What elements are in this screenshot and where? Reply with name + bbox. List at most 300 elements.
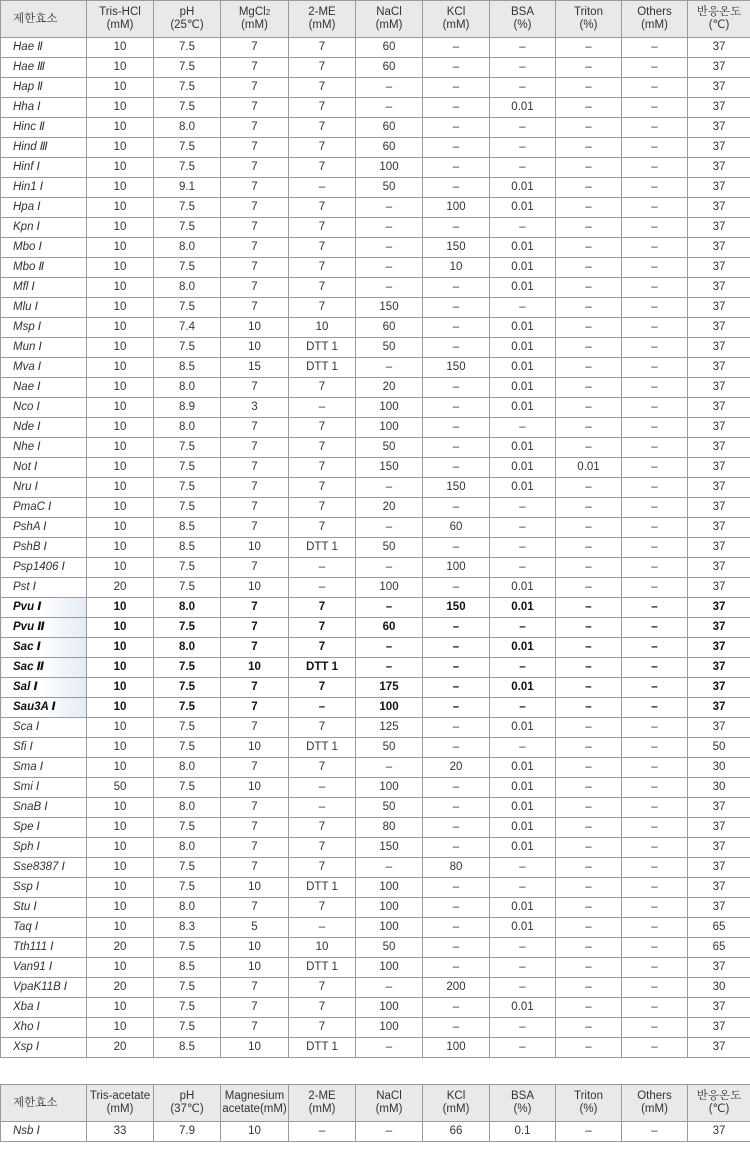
value-cell: 10 bbox=[87, 558, 154, 578]
value-cell: 7 bbox=[289, 258, 356, 278]
table-row bbox=[1, 478, 750, 498]
value-cell: – bbox=[423, 118, 490, 138]
value-cell: 0.01 bbox=[490, 258, 556, 278]
value-cell: 37 bbox=[688, 338, 750, 358]
value-cell: – bbox=[622, 1018, 688, 1038]
value-cell: – bbox=[490, 418, 556, 438]
value-cell: – bbox=[423, 298, 490, 318]
value-cell: 10 bbox=[87, 78, 154, 98]
value-cell: 10 bbox=[87, 718, 154, 738]
value-cell: 8.0 bbox=[154, 598, 221, 618]
value-cell: – bbox=[556, 398, 622, 418]
value-cell: 50 bbox=[688, 738, 750, 758]
table-row bbox=[1, 178, 750, 198]
value-cell: 7 bbox=[221, 818, 289, 838]
value-cell: – bbox=[356, 198, 423, 218]
value-cell: – bbox=[622, 378, 688, 398]
value-cell: 7 bbox=[289, 38, 356, 58]
header-label: KCl bbox=[446, 6, 466, 18]
value-cell: – bbox=[423, 458, 490, 478]
enzyme-name-cell: Mbo Ⅰ bbox=[1, 238, 87, 258]
value-cell: – bbox=[622, 858, 688, 878]
value-cell: – bbox=[622, 38, 688, 58]
value-cell: 100 bbox=[356, 1018, 423, 1038]
table-row bbox=[1, 438, 750, 458]
table-row bbox=[1, 998, 750, 1018]
value-cell: – bbox=[289, 398, 356, 418]
value-cell: 10 bbox=[87, 858, 154, 878]
table-row bbox=[1, 598, 750, 618]
value-cell: 37 bbox=[688, 158, 750, 178]
value-cell: 7 bbox=[289, 858, 356, 878]
value-cell: 7.4 bbox=[154, 318, 221, 338]
value-cell: 7 bbox=[289, 238, 356, 258]
value-cell: – bbox=[556, 758, 622, 778]
value-cell: 7.5 bbox=[154, 198, 221, 218]
value-cell: 7.5 bbox=[154, 878, 221, 898]
value-cell: 10 bbox=[87, 158, 154, 178]
value-cell: 10 bbox=[87, 798, 154, 818]
value-cell: 60 bbox=[356, 118, 423, 138]
value-cell: 10 bbox=[87, 198, 154, 218]
header-unit: (mM) bbox=[106, 19, 134, 31]
value-cell: 7 bbox=[221, 798, 289, 818]
enzyme-name-cell: Sse8387 Ⅰ bbox=[1, 858, 87, 878]
table-row bbox=[1, 158, 750, 178]
value-cell: 10 bbox=[87, 898, 154, 918]
value-cell: 100 bbox=[356, 158, 423, 178]
value-cell: 7 bbox=[221, 258, 289, 278]
value-cell: 7 bbox=[221, 438, 289, 458]
value-cell: 0.01 bbox=[490, 638, 556, 658]
header-unit: (%) bbox=[513, 1103, 532, 1115]
value-cell: – bbox=[556, 878, 622, 898]
value-cell: – bbox=[490, 498, 556, 518]
column-header bbox=[1, 1085, 87, 1122]
enzyme-name-cell: Mbo Ⅱ bbox=[1, 258, 87, 278]
value-cell: – bbox=[423, 638, 490, 658]
enzyme-name-cell: Spe Ⅰ bbox=[1, 818, 87, 838]
value-cell: 100 bbox=[423, 1038, 490, 1058]
value-cell: 50 bbox=[356, 338, 423, 358]
value-cell: – bbox=[356, 758, 423, 778]
enzyme-name-cell: Xba Ⅰ bbox=[1, 998, 87, 1018]
value-cell: 7.5 bbox=[154, 1018, 221, 1038]
value-cell: 37 bbox=[688, 318, 750, 338]
table-row bbox=[1, 898, 750, 918]
value-cell: – bbox=[490, 298, 556, 318]
value-cell: – bbox=[556, 998, 622, 1018]
value-cell: 30 bbox=[688, 758, 750, 778]
value-cell: 37 bbox=[688, 278, 750, 298]
enzyme-name-cell: Taq Ⅰ bbox=[1, 918, 87, 938]
value-cell: – bbox=[423, 398, 490, 418]
value-cell: – bbox=[556, 438, 622, 458]
value-cell: 0.01 bbox=[490, 918, 556, 938]
enzyme-name-cell: Mva Ⅰ bbox=[1, 358, 87, 378]
value-cell: 7 bbox=[221, 298, 289, 318]
value-cell: 3 bbox=[221, 398, 289, 418]
value-cell: – bbox=[622, 998, 688, 1018]
value-cell: – bbox=[556, 598, 622, 618]
value-cell: 7 bbox=[221, 478, 289, 498]
value-cell: – bbox=[556, 338, 622, 358]
value-cell: – bbox=[556, 1018, 622, 1038]
value-cell: – bbox=[556, 178, 622, 198]
value-cell: 7.5 bbox=[154, 258, 221, 278]
value-cell: 50 bbox=[356, 438, 423, 458]
value-cell: 50 bbox=[356, 738, 423, 758]
value-cell: – bbox=[622, 98, 688, 118]
value-cell: – bbox=[490, 698, 556, 718]
value-cell: – bbox=[556, 298, 622, 318]
table-row bbox=[1, 378, 750, 398]
value-cell: 10 bbox=[87, 178, 154, 198]
value-cell: – bbox=[490, 858, 556, 878]
value-cell: 7.5 bbox=[154, 738, 221, 758]
value-cell: 7.5 bbox=[154, 938, 221, 958]
value-cell: – bbox=[556, 558, 622, 578]
enzyme-name-cell: Hinc Ⅱ bbox=[1, 118, 87, 138]
value-cell: – bbox=[556, 898, 622, 918]
value-cell: 37 bbox=[688, 678, 750, 698]
value-cell: 60 bbox=[356, 318, 423, 338]
table-row bbox=[1, 538, 750, 558]
value-cell: 10 bbox=[87, 998, 154, 1018]
enzyme-name-cell: Nhe Ⅰ bbox=[1, 438, 87, 458]
table-row bbox=[1, 258, 750, 278]
header-label: Triton bbox=[574, 6, 603, 18]
value-cell: – bbox=[622, 178, 688, 198]
buffer-table-2 bbox=[0, 1084, 750, 1142]
value-cell: 10 bbox=[87, 318, 154, 338]
value-cell: 37 bbox=[688, 698, 750, 718]
value-cell: – bbox=[622, 1122, 688, 1142]
table-row bbox=[1, 778, 750, 798]
value-cell: – bbox=[622, 638, 688, 658]
value-cell: 10 bbox=[221, 938, 289, 958]
header-label: BSA bbox=[510, 6, 534, 18]
value-cell: 7 bbox=[221, 238, 289, 258]
value-cell: – bbox=[622, 438, 688, 458]
value-cell: – bbox=[423, 838, 490, 858]
value-cell: 0.01 bbox=[490, 818, 556, 838]
table-row bbox=[1, 918, 750, 938]
column-header bbox=[154, 1085, 221, 1122]
value-cell: – bbox=[622, 938, 688, 958]
header-label: pH bbox=[179, 1090, 195, 1102]
value-cell: 50 bbox=[356, 538, 423, 558]
value-cell: 37 bbox=[688, 558, 750, 578]
value-cell: 8.0 bbox=[154, 278, 221, 298]
column-header bbox=[1, 1, 87, 38]
column-header bbox=[423, 1, 490, 38]
value-cell: 0.01 bbox=[490, 398, 556, 418]
enzyme-name-cell: Van91 Ⅰ bbox=[1, 958, 87, 978]
enzyme-name-cell: Ssp Ⅰ bbox=[1, 878, 87, 898]
value-cell: 10 bbox=[87, 698, 154, 718]
value-cell: 7 bbox=[221, 98, 289, 118]
value-cell: 8.0 bbox=[154, 378, 221, 398]
value-cell: 7 bbox=[221, 138, 289, 158]
value-cell: 10 bbox=[87, 958, 154, 978]
table-row bbox=[1, 878, 750, 898]
value-cell: 0.01 bbox=[490, 478, 556, 498]
value-cell: 37 bbox=[688, 138, 750, 158]
enzyme-name-cell: PshA Ⅰ bbox=[1, 518, 87, 538]
value-cell: 125 bbox=[356, 718, 423, 738]
value-cell: 7.5 bbox=[154, 438, 221, 458]
value-cell: – bbox=[423, 378, 490, 398]
value-cell: 20 bbox=[423, 758, 490, 778]
table-row bbox=[1, 1122, 750, 1142]
value-cell: – bbox=[356, 638, 423, 658]
value-cell: – bbox=[556, 378, 622, 398]
value-cell: 7.5 bbox=[154, 698, 221, 718]
value-cell: – bbox=[423, 58, 490, 78]
header-label: 제한효소 bbox=[13, 12, 58, 25]
column-header bbox=[622, 1085, 688, 1122]
value-cell: 10 bbox=[87, 298, 154, 318]
value-cell: 5 bbox=[221, 918, 289, 938]
value-cell: 7.5 bbox=[154, 478, 221, 498]
value-cell: 37 bbox=[688, 518, 750, 538]
value-cell: 10 bbox=[87, 218, 154, 238]
header-label: 반응온도 bbox=[696, 6, 742, 18]
value-cell: 7 bbox=[289, 898, 356, 918]
enzyme-name-cell: Hinf Ⅰ bbox=[1, 158, 87, 178]
value-cell: – bbox=[356, 98, 423, 118]
header-label: MgCl bbox=[238, 6, 266, 18]
table-row bbox=[1, 218, 750, 238]
value-cell: 7.5 bbox=[154, 718, 221, 738]
value-cell: – bbox=[622, 78, 688, 98]
value-cell: 7 bbox=[289, 378, 356, 398]
value-cell: 10 bbox=[87, 498, 154, 518]
table-row bbox=[1, 198, 750, 218]
table-row bbox=[1, 698, 750, 718]
value-cell: 80 bbox=[356, 818, 423, 838]
value-cell: – bbox=[622, 738, 688, 758]
value-cell: 37 bbox=[688, 538, 750, 558]
value-cell: 7.5 bbox=[154, 778, 221, 798]
value-cell: – bbox=[289, 918, 356, 938]
table-row bbox=[1, 978, 750, 998]
column-header bbox=[289, 1085, 356, 1122]
enzyme-name-cell: Sac Ⅱ bbox=[1, 658, 87, 678]
value-cell: 7 bbox=[289, 158, 356, 178]
enzyme-name-cell: Mfl Ⅰ bbox=[1, 278, 87, 298]
column-header bbox=[556, 1, 622, 38]
value-cell: – bbox=[622, 538, 688, 558]
value-cell: 7 bbox=[221, 838, 289, 858]
value-cell: – bbox=[556, 58, 622, 78]
value-cell: – bbox=[556, 358, 622, 378]
table-row bbox=[1, 1018, 750, 1038]
value-cell: – bbox=[289, 558, 356, 578]
value-cell: 10 bbox=[87, 98, 154, 118]
enzyme-name-cell: Kpn Ⅰ bbox=[1, 218, 87, 238]
value-cell: 10 bbox=[87, 818, 154, 838]
value-cell: 7 bbox=[289, 498, 356, 518]
value-cell: – bbox=[556, 778, 622, 798]
value-cell: 10 bbox=[221, 1122, 289, 1142]
value-cell: 10 bbox=[87, 398, 154, 418]
value-cell: – bbox=[622, 418, 688, 438]
value-cell: 7 bbox=[289, 298, 356, 318]
value-cell: 37 bbox=[688, 658, 750, 678]
value-cell: – bbox=[490, 558, 556, 578]
value-cell: 7 bbox=[289, 118, 356, 138]
value-cell: 37 bbox=[688, 418, 750, 438]
value-cell: – bbox=[356, 478, 423, 498]
header-unit: (mM) bbox=[641, 19, 668, 31]
value-cell: 7 bbox=[221, 618, 289, 638]
value-cell: 0.01 bbox=[490, 578, 556, 598]
value-cell: 7.5 bbox=[154, 618, 221, 638]
value-cell: 0.01 bbox=[490, 798, 556, 818]
value-cell: 200 bbox=[423, 978, 490, 998]
header-label: NaCl bbox=[376, 6, 402, 18]
value-cell: 10 bbox=[87, 878, 154, 898]
header-unit: acetate(mM) bbox=[222, 1103, 287, 1115]
value-cell: 100 bbox=[356, 418, 423, 438]
value-cell: – bbox=[622, 838, 688, 858]
value-cell: – bbox=[556, 918, 622, 938]
enzyme-name-cell: Pst Ⅰ bbox=[1, 578, 87, 598]
value-cell: – bbox=[622, 1038, 688, 1058]
value-cell: 30 bbox=[688, 778, 750, 798]
value-cell: – bbox=[490, 158, 556, 178]
enzyme-name-cell: VpaK11B Ⅰ bbox=[1, 978, 87, 998]
value-cell: – bbox=[622, 798, 688, 818]
value-cell: 37 bbox=[688, 258, 750, 278]
enzyme-name-cell: Pvu Ⅱ bbox=[1, 618, 87, 638]
value-cell: 7.5 bbox=[154, 578, 221, 598]
value-cell: – bbox=[556, 838, 622, 858]
value-cell: 0.01 bbox=[490, 678, 556, 698]
value-cell: 10 bbox=[221, 658, 289, 678]
value-cell: 10 bbox=[221, 878, 289, 898]
value-cell: 37 bbox=[688, 478, 750, 498]
value-cell: – bbox=[556, 978, 622, 998]
header-label: KCl bbox=[446, 1090, 466, 1102]
enzyme-name-cell: Hae Ⅲ bbox=[1, 58, 87, 78]
value-cell: 10 bbox=[87, 518, 154, 538]
value-cell: 15 bbox=[221, 358, 289, 378]
value-cell: 10 bbox=[87, 758, 154, 778]
value-cell: 150 bbox=[423, 358, 490, 378]
value-cell: – bbox=[356, 278, 423, 298]
value-cell: – bbox=[556, 618, 622, 638]
header-unit: (%) bbox=[513, 19, 532, 31]
table-row bbox=[1, 798, 750, 818]
column-header bbox=[490, 1, 556, 38]
enzyme-name-cell: Mun Ⅰ bbox=[1, 338, 87, 358]
value-cell: – bbox=[356, 218, 423, 238]
value-cell: 8.0 bbox=[154, 798, 221, 818]
value-cell: – bbox=[556, 638, 622, 658]
value-cell: – bbox=[423, 38, 490, 58]
value-cell: 10 bbox=[87, 678, 154, 698]
value-cell: 7 bbox=[289, 218, 356, 238]
value-cell: 7.5 bbox=[154, 218, 221, 238]
value-cell: 37 bbox=[688, 998, 750, 1018]
value-cell: 37 bbox=[688, 958, 750, 978]
value-cell: – bbox=[423, 318, 490, 338]
value-cell: 0.01 bbox=[490, 998, 556, 1018]
value-cell: 7.5 bbox=[154, 98, 221, 118]
value-cell: DTT 1 bbox=[289, 358, 356, 378]
value-cell: 7 bbox=[221, 378, 289, 398]
value-cell: 150 bbox=[423, 598, 490, 618]
enzyme-name-cell: Sma Ⅰ bbox=[1, 758, 87, 778]
enzyme-name-cell: Sac Ⅰ bbox=[1, 638, 87, 658]
value-cell: 7 bbox=[289, 998, 356, 1018]
value-cell: – bbox=[356, 598, 423, 618]
enzyme-name-cell: Pvu Ⅰ bbox=[1, 598, 87, 618]
table-row bbox=[1, 318, 750, 338]
value-cell: – bbox=[423, 658, 490, 678]
table-row bbox=[1, 98, 750, 118]
value-cell: 10 bbox=[221, 318, 289, 338]
enzyme-name-cell: Psp1406 Ⅰ bbox=[1, 558, 87, 578]
value-cell: 7.5 bbox=[154, 818, 221, 838]
value-cell: 0.01 bbox=[490, 238, 556, 258]
value-cell: – bbox=[622, 518, 688, 538]
value-cell: – bbox=[423, 278, 490, 298]
value-cell: 7.5 bbox=[154, 558, 221, 578]
value-cell: – bbox=[423, 898, 490, 918]
header-label: Tris-HCl bbox=[99, 6, 141, 18]
value-cell: 7.5 bbox=[154, 338, 221, 358]
value-cell: – bbox=[622, 318, 688, 338]
value-cell: – bbox=[423, 178, 490, 198]
value-cell: – bbox=[423, 618, 490, 638]
value-cell: 37 bbox=[688, 798, 750, 818]
value-cell: 7.5 bbox=[154, 158, 221, 178]
table-row bbox=[1, 718, 750, 738]
value-cell: 7 bbox=[289, 98, 356, 118]
value-cell: – bbox=[622, 678, 688, 698]
value-cell: 8.0 bbox=[154, 238, 221, 258]
value-cell: 0.01 bbox=[490, 758, 556, 778]
value-cell: – bbox=[490, 78, 556, 98]
value-cell: 8.5 bbox=[154, 358, 221, 378]
value-cell: 37 bbox=[688, 58, 750, 78]
value-cell: – bbox=[556, 858, 622, 878]
value-cell: 37 bbox=[688, 118, 750, 138]
value-cell: – bbox=[556, 1038, 622, 1058]
value-cell: 60 bbox=[356, 38, 423, 58]
header-unit: (mM) bbox=[241, 19, 268, 31]
value-cell: 7 bbox=[221, 178, 289, 198]
value-cell: 100 bbox=[356, 918, 423, 938]
value-cell: 50 bbox=[356, 798, 423, 818]
value-cell: – bbox=[490, 58, 556, 78]
value-cell: 37 bbox=[688, 238, 750, 258]
value-cell: 30 bbox=[688, 978, 750, 998]
value-cell: 50 bbox=[356, 938, 423, 958]
value-cell: – bbox=[423, 798, 490, 818]
value-cell: – bbox=[622, 878, 688, 898]
value-cell: 37 bbox=[688, 718, 750, 738]
value-cell: 7 bbox=[221, 38, 289, 58]
value-cell: – bbox=[622, 578, 688, 598]
value-cell: – bbox=[556, 418, 622, 438]
value-cell: – bbox=[622, 258, 688, 278]
value-cell: 37 bbox=[688, 78, 750, 98]
